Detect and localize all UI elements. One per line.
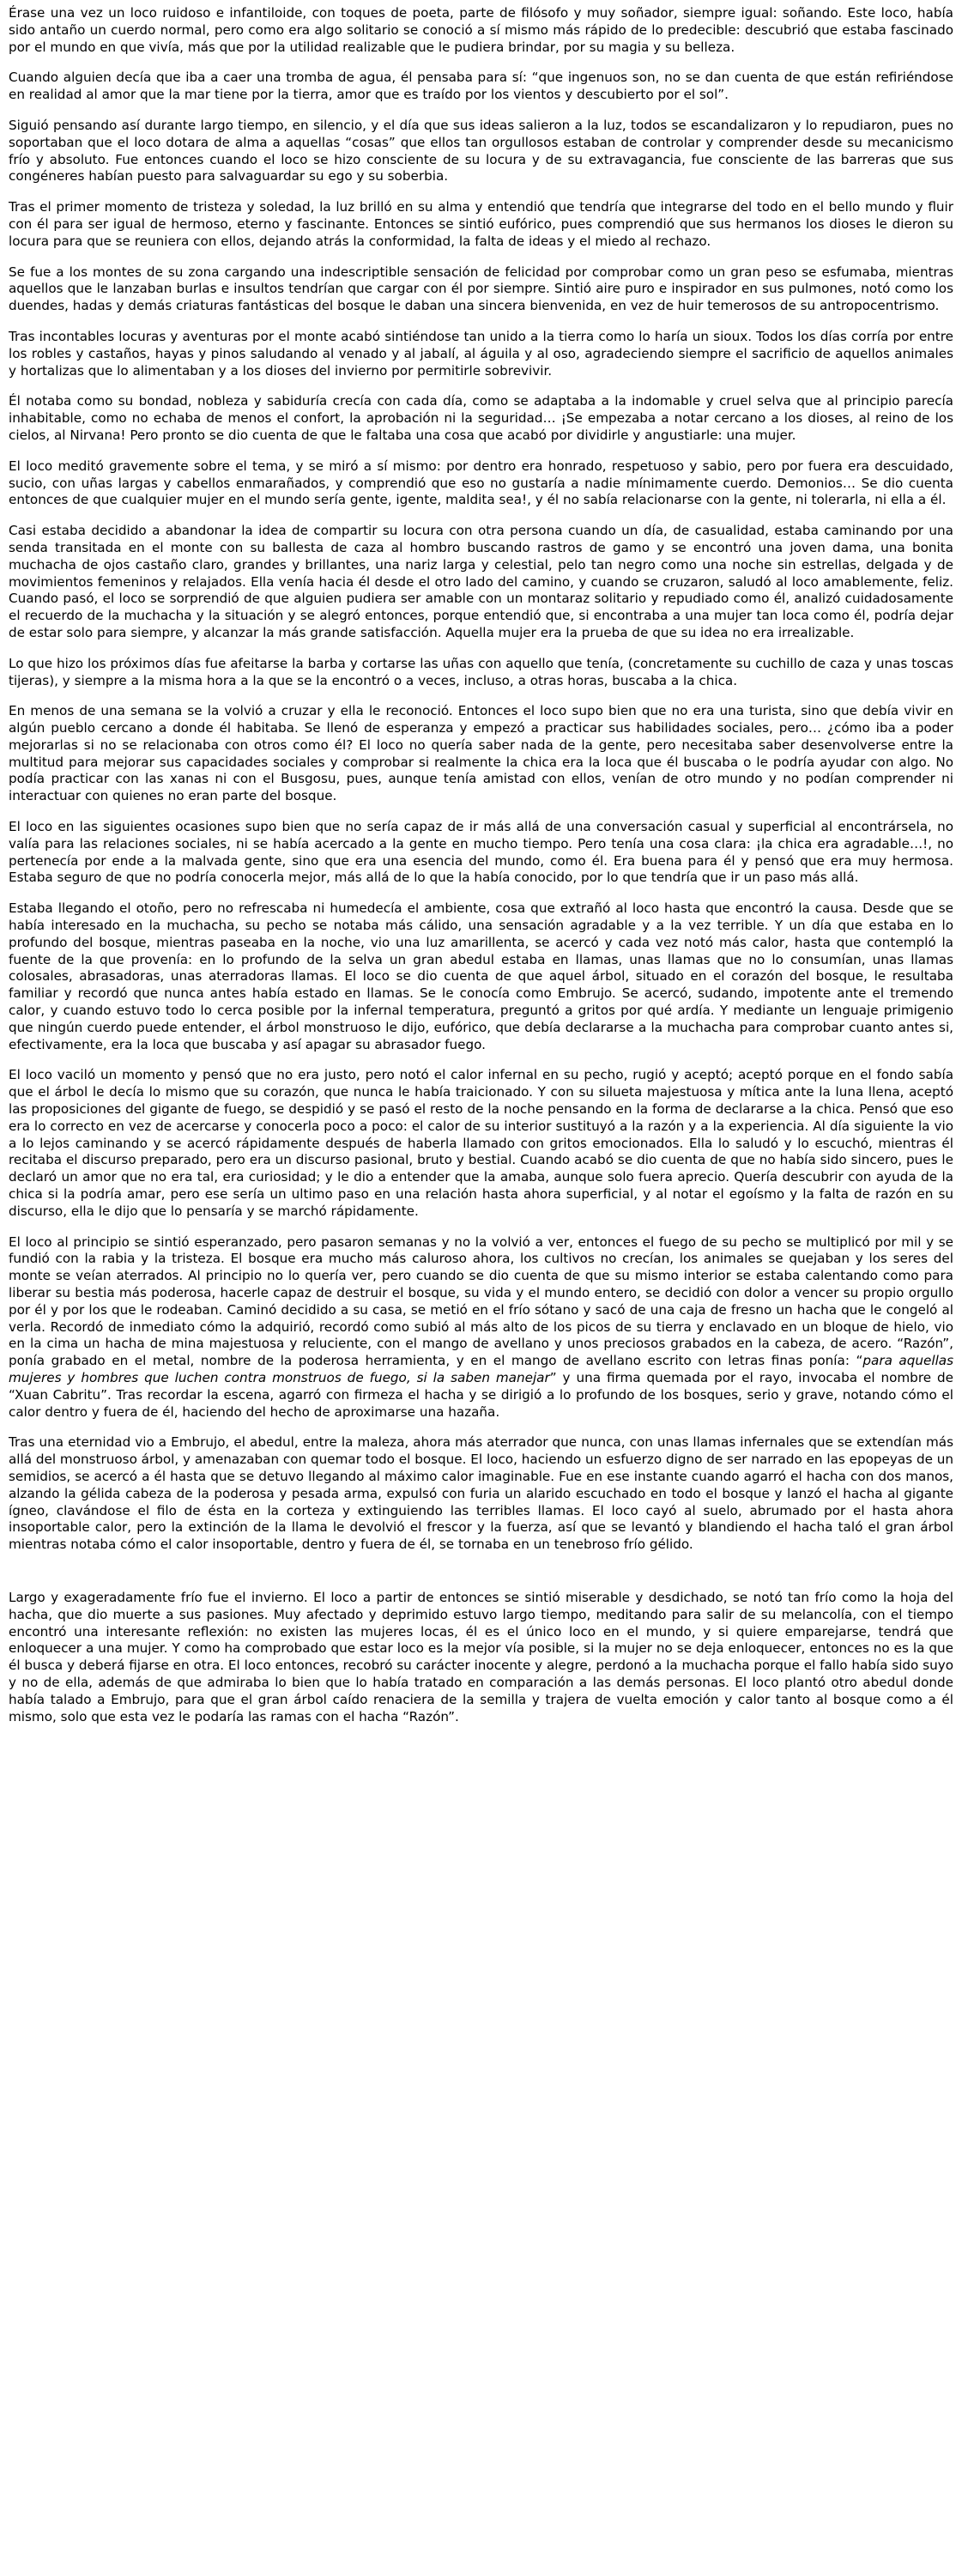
paragraph-17: Largo y exageradamente frío fue el invierno. El loco a partir de entonces se sintió miserable y desdichado, se notó tan frío como la hoja del hacha, que dio muerte a sus pasiones. Muy afectado y deprimido estuvo largo tiempo, meditando para salir de su melancolía, con el tiempo encontró una interesante reflexión: no existen las mujeres locas, él es el único loco en el mundo, y si quiere emparejarse, tendrá que enloquecer a una mujer. Y como ha comprobado que estar loco es la mejor vía posible, si la mujer no se deja enloquecer, entonces no es la que él busca y deberá fijarse en otra. El loco entonces, recobró su carácter inocente y alegre, perdonó a la muchacha porque el fallo había sido suyo y no de ella, además de que admiraba lo bien que lo había tratado en comparación a las demás personas. El loco plantó otro abedul donde había talado a Embrujo, para que el gran árbol caído renaciera de la semilla y trajera de vuelta emoción y calor tanto al bosque como a él mismo, solo que esta vez le podaría las ramas con el hacha “Razón”. [9, 1589, 953, 1724]
axe-inscription: para aquellas mujeres y hombres que luchen contra monstruos de fuego, si la saben manejar [9, 1353, 954, 1385]
paragraph-4: Tras el primer momento de tristeza y soledad, la luz brilló en su alma y entendió que tendría que integrarse del todo en el bello mundo y fluir con él para ser igual de hermoso, eterno y fascinante. Entonces se sintió eufórico, pues comprendió que sus hermanos los dioses le dieron su locura para que se reuniera con ellos, dejando atrás la conformidad, la falta de ideas y el miedo al rechazo. [9, 199, 953, 249]
paragraph-11: En menos de una semana se la volvió a cruzar y ella le reconoció. Entonces el loco supo bien que no era una turista, sino que debía vivir en algún pueblo cercano a donde él habitaba. Se llenó de esperanza y empezó a practicar sus habilidades sociales, pero… ¿cómo iba a poder mejorarlas si no se relacionaba con otros como él? El loco no quería saber nada de la gente, pero necesitaba saber desenvolverse entre la multitud para mejorar sus capacidades sociales y comprobar si realmente la chica era la loca que él buscaba o le podría ayudar con algo. No podía practicar con las xanas ni con el Busgosu, pues, aunque tenía amistad con ellos, venían de otro mundo y no podían comprender ni interactuar con quienes no eran parte del bosque. [9, 703, 953, 804]
paragraph-3: Siguió pensando así durante largo tiempo, en silencio, y el día que sus ideas salieron a la luz, todos se escandalizaron y lo repudiaron, pues no soportaban que el loco dotara de alma a aquellas “cosas” que ellos tan orgullosos estaban de controlar y comprender desde su mecanicismo frío y absoluto. Fue entonces cuando el loco se hizo consciente de su locura y de su extravagancia, fue consciente de las barreras que sus congéneres habían puesto para salvaguardar su ego y su soberbia. [9, 117, 953, 185]
paragraph-12: El loco en las siguientes ocasiones supo bien que no sería capaz de ir más allá de una conversación casual y superficial al encontrársela, no valía para las relaciones sociales, ni se había acercado a la gente en mucho tiempo. Pero tenía una cosa clara: ¡la chica era agradable…!, no pertenecía por ende a la malvada gente, sino que era una esencia del mundo, como él. Era buena para él y pensó que era muy hermosa. Estaba seguro de que no podría conocerla mejor, más allá de lo que la había conocido, por lo que tendría que ir un paso más allá. [9, 819, 953, 886]
paragraph-2: Cuando alguien decía que iba a caer una tromba de agua, él pensaba para sí: “que ingenuos son, no se dan cuenta de que están refiriéndose en realidad al amor que la mar tiene por la tierra, amor que es traído por los vientos y descubierto por el sol”. [9, 70, 953, 103]
paragraph-14: El loco vaciló un momento y pensó que no era justo, pero notó el calor infernal en su pecho, rugió y aceptó; aceptó porque en el fondo sabía que el árbol le decía lo mismo que su corazón, que nunca le había traicionado. Y con su silueta majestuosa y mítica ante la luna llena, aceptó las proposiciones del gigante de fuego, se despidió y se pasó el resto de la noche pensando en la forma de declararse a la chica. Pensó que eso era lo correcto en vez de acercarse y conocerla poco a poco: el calor de su interior sustituyó a la razón y a la experiencia. Al día siguiente la vio a lo lejos caminando y se acercó rápidamente después de haberla llamado con gritos emocionados. Ella lo saludó y lo escuchó, mientras él recitaba el discurso preparado, pero era un discurso pasional, bruto y bestial. Cuando acabó se dio cuenta de que no había sido sincero, pues le declaró un amor que no era tal, era curiosidad; y le dio a entender que la amaba, aunque solo fuera aprecio. Quería descubrir con ayuda de la chica si la podría amar, pero ese sería un ultimo paso en una relación hasta ahora superficial, y al notar el egoísmo y la falta de razón en su discurso, ella le dijo que lo pensaría y se marchó rápidamente. [9, 1067, 953, 1219]
paragraph-7: Él notaba como su bondad, nobleza y sabiduría crecía con cada día, como se adaptaba a la indomable y cruel selva que al principio parecía inhabitable, como no echaba de menos el confort, la aprobación ni la seguridad… ¡Se empezaba a notar cercano a los dioses, al reino de los cielos, al Nirvana! Pero pronto se dio cuenta de que le faltaba una cosa que acabó por dividirle y angustiarle: una mujer. [9, 393, 953, 443]
paragraph-15 [9, 1234, 953, 1421]
paragraph-6: Tras incontables locuras y aventuras por el monte acabó sintiéndose tan unido a la tierra como lo haría un sioux. Todos los días corría por entre los robles y castaños, hayas y pinos saludando al venado y al jabalí, al águila y al oso, agradeciendo siempre el sacrificio de aquellos animales y hortalizas que lo alimentaban y a los dioses del invierno por permitirle sobrevivir. [9, 328, 953, 379]
paragraph-5: Se fue a los montes de su zona cargando una indescriptible sensación de felicidad por comprobar como un gran peso se esfumaba, mientras aquellos que le lanzaban burlas e insultos tendrían que cargar con él por siempre. Sintió aire puro e inspirador en sus pulmones, notó como los duendes, hadas y demás criaturas fantásticas del bosque le daban una sincera bienvenida, en vez de huir temerosos de su antropocentrismo. [9, 264, 953, 314]
paragraph-1: Érase una vez un loco ruidoso e infantiloide, con toques de poeta, parte de filósofo y muy soñador, siempre igual: soñando. Este loco, había sido antaño un cuerdo normal, pero como era algo solitario se conoció a sí mismo más rápido de lo predecible: descubrió que estaba fascinado por el mundo en que vivía, más que por la utilidad realizable que le pudiera brindar, por su magia y su belleza. [9, 5, 953, 55]
paragraph-15-text-end: ” y una firma quemada por el rayo, invocaba el nombre de “Xuan Cabritu”. Tras recordar la escena, agarró con firmeza el hacha y se dirigió a lo profundo de los bosques, serio y grave, notando cómo el calor dentro y fuera de él, haciendo del hecho de aproximarse una hazaña. [9, 1369, 953, 1420]
paragraph-8: El loco meditó gravemente sobre el tema, y se miró a sí mismo: por dentro era honrado, respetuoso y sabio, pero por fuera era descuidado, sucio, con uñas largas y cabellos enmarañados, y comprendió que eso no gustaría a nadie mínimamente cuerdo. Demonios… Se dio cuenta entonces de que cualquier mujer en el mundo sería gente, igente, maldita sea!, y él no sabía relacionarse con la gente, ni tolerarla, ni ella a él. [9, 458, 953, 508]
paragraph-13: Estaba llegando el otoño, pero no refrescaba ni humedecía el ambiente, cosa que extrañó al loco hasta que encontró la causa. Desde que se había interesado en la muchacha, su pecho se notaba más cálido, una sensación agradable y a la vez terrible. Y un día que estaba en lo profundo del bosque, mientras paseaba en la noche, vio una luz amarillenta, se acercó y cada vez notó más calor, hasta que contempló la fuente de la que provenía: en lo profundo de la selva un gran abedul estaba en llamas, unas llamas que no lo consumían, unas llamas colosales, abrasadoras, unas aterradoras llamas. El loco se dio cuenta de que aquel árbol, situado en el corazón del bosque, le resultaba familiar y recordó que nunca antes había estado en llamas. Se le conocía como Embrujo. Se acercó, sudando, impotente ante el tremendo calor, y cuando estuvo todo lo cerca posible por la infernal temperatura, preguntó a gritos por qué ardía. Y mediante un lenguaje primigenio que ningún cuerdo puede entender, el árbol monstruoso le dijo, eufórico, que debía declararse a la muchacha para comprobar cuanto antes si, efectivamente, era la loca que buscaba y así apagar su abrasador fuego. [9, 900, 953, 1052]
paragraph-10: Lo que hizo los próximos días fue afeitarse la barba y cortarse las uñas con aquello que tenía, (concretamente su cuchillo de caza y unas toscas tijeras), y siempre a la misma hora a la que se la encontró o a veces, incluso, a otras horas, buscaba a la chica. [9, 655, 953, 688]
paragraph-15-text-start: El loco al principio se sintió esperanzado, pero pasaron semanas y no la volvió a ver, entonces el fuego de su pecho se multiplicó por mil y se fundió con la rabia y la tristeza. El bosque era mucho más caluroso ahora, los cultivos no crecían, los animales se quejaban y los seres del monte se veían aterrados. Al principio no lo quería ver, pero cuando se dio cuenta de que su mismo interior se estaba calentando como para liberar su bestia más poderosa, hacerle capaz de destruir el bosque, su vida y el mundo entero, se decidió con dolor a vencer su propio orgullo por él y por los que le rodeaban. Caminó decidido a su casa, se metió en el frío sótano y sacó de una caja de fresno un hacha que le congeló al verla. Recordó de inmediato cómo la adquirió, recordó como subió al más alto de los picos de su tierra y enclavado en un bloque de hielo, vio en la cima un hacha de mina majestuosa y reluciente, con el mango de avellano y unos preciosos grabados en la cabeza, de acero. “Razón”, ponía grabado en el metal, nombre de la poderosa herramienta, y en el mango de avellano escrito con letras finas ponía: “ [9, 1233, 953, 1369]
paragraph-16: Tras una eternidad vio a Embrujo, el abedul, entre la maleza, ahora más aterrador que nunca, con unas llamas infernales que se extendían más allá del monstruoso árbol, y amenazaban con quemar todo el bosque. El loco, haciendo un esfuerzo digno de ser narrado en las epopeyas de un semidios, se acercó a él hasta que se detuvo llegando al máximo calor imaginable. Fue en ese instante cuando agarró el hacha con dos manos, alzando la gélida cabeza de la poderosa y pesada arma, expulsó con furia un alarido escuchado en todo el bosque y lanzó el hacha al gigante ígneo, clavándose el filo de ésta en la corteza y extinguiendo las terribles llamas. El loco cayó al suelo, abrumado por el hasta ahora insoportable calor, pero la extinción de la llama le devolvió el frescor y la fuerza, así que se levantó y blandiendo el hacha taló el gran árbol mientras notaba cómo el calor insoportable, dentro y fuera de él, se tornaba en un tenebroso frío gélido. [9, 1434, 954, 1553]
paragraph-9: Casi estaba decidido a abandonar la idea de compartir su locura con otra persona cuando un día, de casualidad, estaba caminando por una senda transitada en el monte con su ballesta de caza al hombro buscando rastros de gamo y se encontró una joven dama, una bonita muchacha de ojos castaño claro, grandes y brillantes, una nariz larga y celestial, pelo tan negro como una noche sin estrellas, delgada y de movimientos femeninos y relajados. Ella venía hacia él desde el otro lado del camino, y cuando se cruzaron, saludó al loco amablemente, feliz. Cuando pasó, el loco se sorprendió de que alguien pudiera ser amable con un montaraz solitario y repudiado como él, analizó cuidadosamente el recuerdo de la muchacha y la situación y se alegró entonces, porque entendió que, si encontraba a una mujer tan loca como él, podría dejar de estar solo para siempre, y alcanzar la más grande satisfacción. Aquella mujer era la prueba de que su idea no era irrealizable. [9, 523, 953, 640]
